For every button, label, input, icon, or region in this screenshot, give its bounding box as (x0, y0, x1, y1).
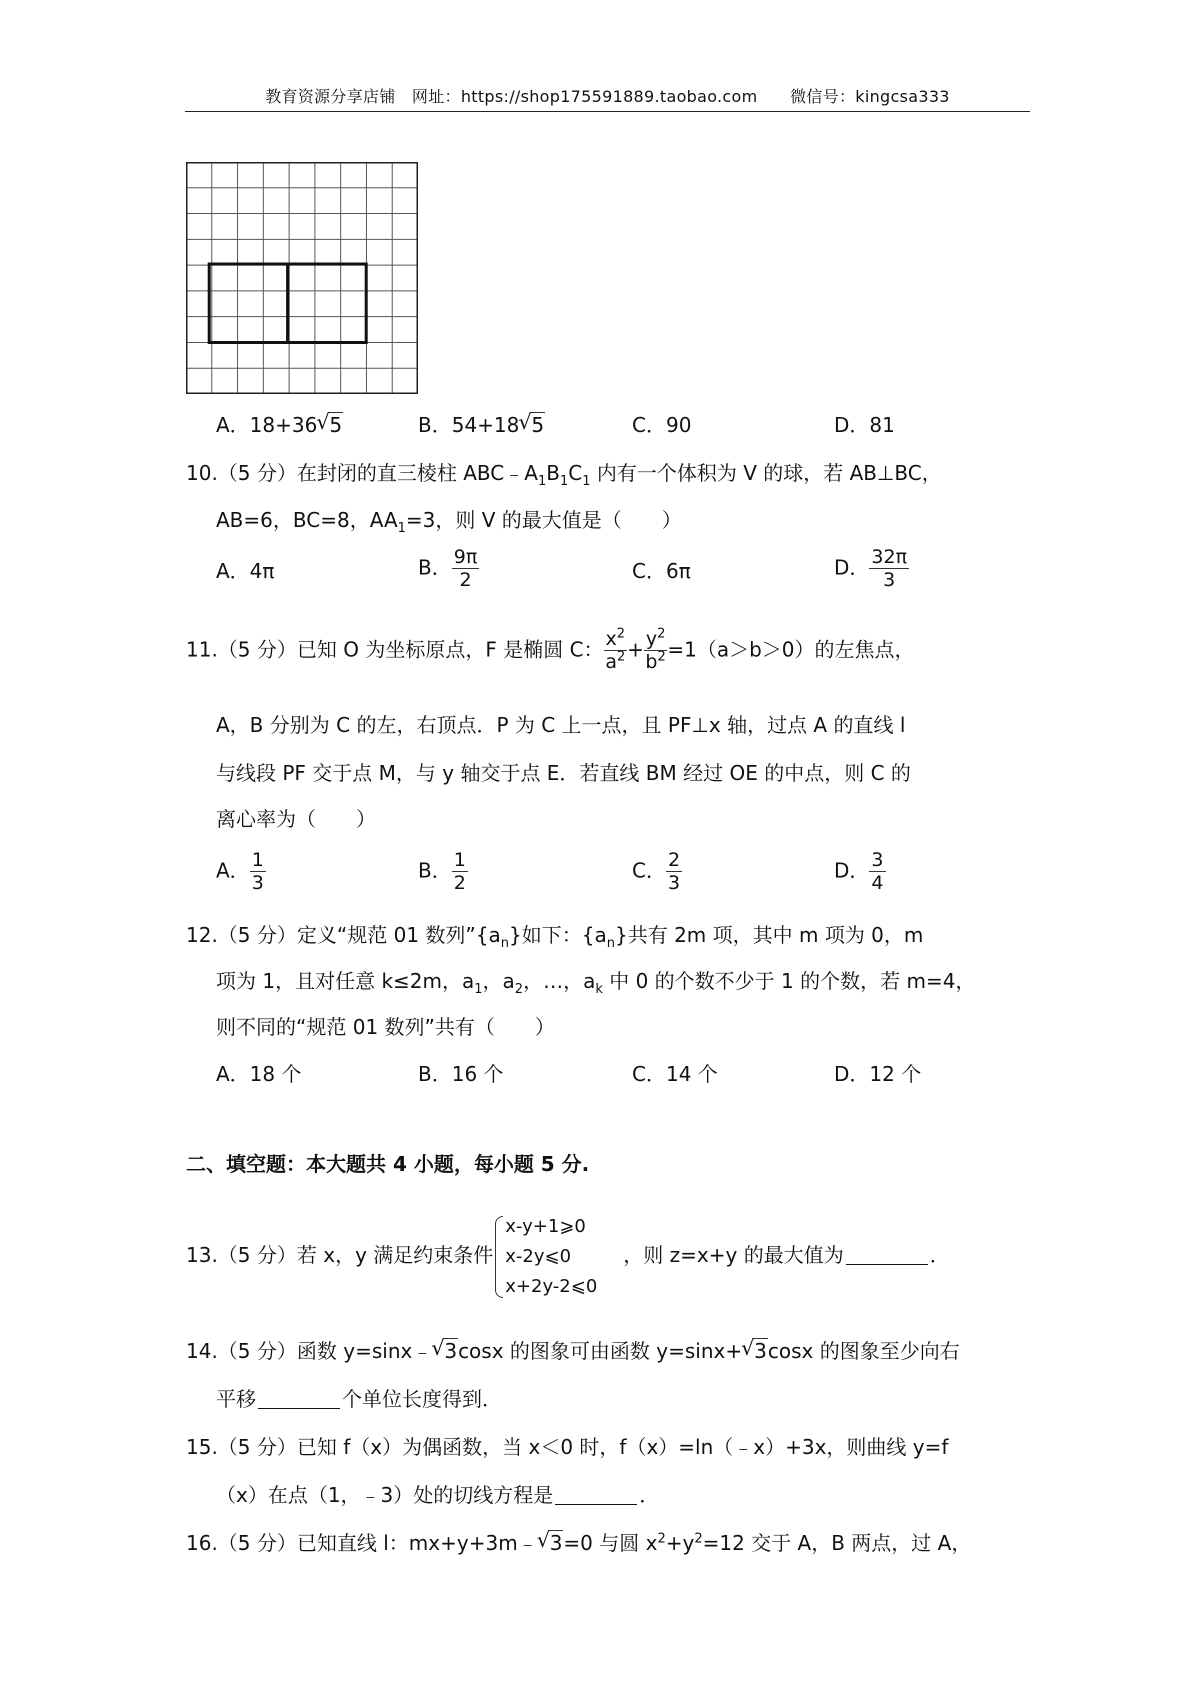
header-divider (185, 111, 1030, 112)
page-header: 教育资源分享店铺 网址：https://shop175591889.taobao.com 微信号：kingcsa333 (265, 87, 950, 106)
q10-option-c: C．6π (632, 559, 691, 583)
q10-option-d: D． $\frac{32\pi}{3}$ (834, 546, 908, 591)
view-rectangle-left (209, 264, 288, 343)
q11-option-a: A． $\frac{1}{3}$ (216, 849, 264, 894)
q12-option-c: C．14 个 (632, 1062, 718, 1086)
q13-answer-blank (846, 1244, 928, 1265)
q16-line-1: 16.（5 分）已知直线 l：mx+y+3m﹣√ 3=0 与圆 $x^2+y^2=12$ 交于 A，B 两点，过 A， (186, 1529, 971, 1557)
q12-line-3: 则不同的“规范 01 数列”共有（ ） (216, 1015, 555, 1039)
q10-option-a: A．4π (216, 559, 275, 583)
q10-option-b: B． $\frac{9\pi}{2}$ (418, 546, 478, 591)
q11-option-c: C． $\frac{2}{3}$ (632, 849, 681, 894)
q11-line-1: 11.（5 分）已知 O 为坐标原点，F 是椭圆 C： $\frac{x^2}{a^2}$ + $\frac{y^2}{b^2}$ =1（a＞b＞0）的左焦点， (186, 626, 915, 673)
q11-option-b: B． $\frac{1}{2}$ (418, 849, 466, 894)
q9-option-b: B．54+18√ 5 (418, 411, 545, 439)
q9-option-a: A．18+36√ 5 (216, 411, 343, 439)
q14-line-2: 平移 个单位长度得到． (216, 1387, 502, 1411)
q12-option-a: A．18 个 (216, 1062, 302, 1086)
q12-line-1: 12.（5 分）定义“规范 01 数列$”\{a_n\}$如下：$\{a_n\}$共有 2m 项，其中 m 项为 0，m (186, 923, 924, 951)
section-fill-in-title: 二、填空题：本大题共 4 小题，每小题 5 分. (186, 1152, 590, 1176)
q9-option-d: D．81 (834, 413, 895, 437)
q13-line: 13.（5 分）若 x，y 满足约束条件 x-y+1⩾0 x-2y⩽0 x+2y-2⩽0 ，则 z=x+y 的最大值为 ． (186, 1205, 950, 1305)
q15-line-2: （x）在点（1，﹣3）处的切线方程是 ． (216, 1483, 660, 1507)
q10-line-2: AB=6，BC=8，$AA_1=3$，则 V 的最大值是（ ） (216, 508, 682, 536)
q11-line-2: A，B 分别为 C 的左，右顶点．P 为 C 上一点，且 PF⊥x 轴，过点 A 的直线 l (216, 713, 906, 737)
three-view-grid-figure (186, 162, 418, 394)
q14-answer-blank (258, 1388, 340, 1409)
q12-option-b: B．16 个 (418, 1062, 504, 1086)
q10-line-1: 10.（5 分）在封闭的直三棱柱 $ABC﹣A_1B_1C_1$ 内有一个体积为 V 的球，若 AB⊥BC， (186, 461, 942, 489)
constraint-system: x-y+1⩾0 x-2y⩽0 x+2y-2⩽0 (493, 1212, 597, 1302)
q12-option-d: D．12 个 (834, 1062, 922, 1086)
ellipse-y-term: $\frac{y^2}{b^2}$ (645, 626, 666, 673)
q9-option-c: C．90 (632, 413, 692, 437)
ellipse-x-term: $\frac{x^2}{a^2}$ (605, 626, 626, 673)
q11-line-3: 与线段 PF 交于点 M，与 y 轴交于点 E．若直线 BM 经过 OE 的中点，则 C 的 (216, 761, 911, 785)
q15-line-1: 15.（5 分）已知 f（x）为偶函数，当 x＜0 时，f（x）=ln（﹣x）+3x，则曲线 y=f (186, 1435, 949, 1459)
q15-answer-blank (555, 1484, 637, 1505)
q12-line-2: 项为 1，且对任意 k≤2m，$a_1$，$a_2$，…，$a_k$ 中 0 的个数不少于 1 的个数，若 m=4， (216, 969, 976, 997)
q11-line-4: 离心率为（ ） (216, 807, 376, 831)
q14-line-1: 14.（5 分）函数 y=sinx﹣√ 3cosx 的图象可由函数 y=sinx+√ 3cosx 的图象至少向右 (186, 1337, 960, 1365)
view-rectangle-right (288, 264, 367, 343)
q11-option-d: D． $\frac{3}{4}$ (834, 849, 884, 894)
